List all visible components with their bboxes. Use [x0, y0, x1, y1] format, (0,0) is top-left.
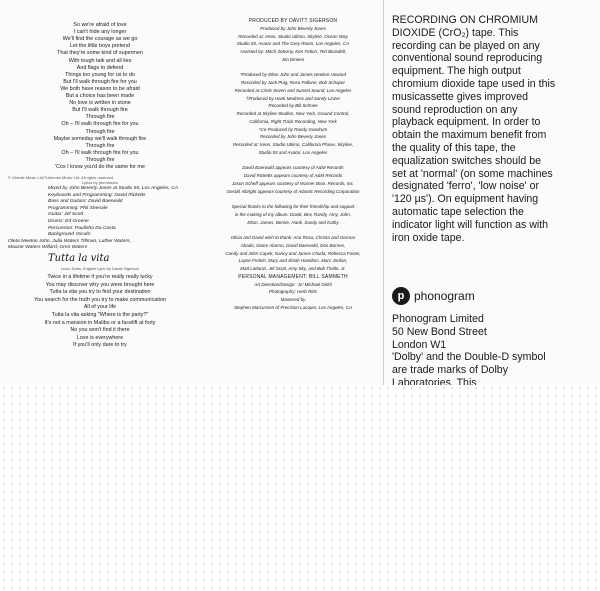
credit-line: Gerald Albright appears courtesy of Atlantic Recording Corporation: [226, 188, 360, 194]
tape-info-line: '120 µs'). On equipment having: [392, 193, 539, 206]
lyric-line: Tutta la vita asking "Where is the party?": [51, 312, 149, 318]
credit-line: Guitar: Jef Scott: [48, 212, 84, 218]
credit-line: Keyboards and Programming: David Ricketts: [48, 192, 146, 198]
credit-line: Recorded by Jack Puig, Rosa Pallone, Bob Schaper: [240, 80, 346, 85]
tape-info-line: designated 'ferro', 'low noise' or: [392, 180, 540, 193]
tape-info-line: iron oxide tape.: [392, 231, 465, 244]
credit-line: Recorded by John Beverly Jones: [259, 134, 327, 140]
lyric-line: Let the little boys pretend: [69, 43, 131, 50]
credit-line: Programming: Phil Shenale: [48, 205, 108, 211]
lyric-line: Twice in a lifetime if you're really really lucky: [47, 274, 153, 280]
credit-line: Abado, Diane Abarno, David Baerwald, Don Barnes,: [240, 242, 346, 248]
lyric-line: It's not a mansion in Malibu or a facelift at forty: [44, 319, 156, 326]
lyric-line: You may discover why you were brought here: [45, 281, 155, 288]
credit-line: Stephen Marcussen of Precision Lacquer, Los Angeles, CA: [234, 304, 352, 310]
credit-line: PRODUCED BY DAVITT SIGERSON: [248, 18, 338, 24]
credit-line: Elton, James, Bernie, Hank, Sandy and Kathy: [247, 219, 339, 225]
lyric-line: No love is written in stone: [69, 100, 131, 107]
credit-line: Drums: Ed Greene: [48, 219, 89, 224]
tape-info-line: RECORDING ON CHROMIUM: [392, 14, 538, 26]
credit-line: Produced by John Beverly Jones: [260, 25, 326, 31]
lyric-line: So we're afraid of love: [73, 22, 127, 28]
credit-line: Assisted by: Mitch Zelezny, Ken Felton, Ted Blaisdell,: [239, 49, 347, 54]
lyric-line: We both have reason to be afraid: [60, 85, 140, 92]
lyric-line: If you'll only dare to try: [73, 342, 127, 349]
address-line: 50 New Bond Street: [392, 326, 487, 338]
credit-line: Maxine Waters Willard, Oren Waters: [8, 245, 88, 251]
credit-line: Oleta Newton John, Julia Waters Tillman, Luther Waters,: [8, 238, 131, 244]
credit-line: Photography: Herb Ritts: [268, 289, 318, 295]
tape-info-line: conventional sound reproducing: [392, 52, 543, 65]
address-line: Phonogram Limited: [392, 313, 484, 325]
lyric-line: And flags to defend: [76, 64, 124, 71]
phonogram-wordmark: phonogram: [414, 289, 475, 303]
credit-line: Jason Scheff appears courtesy of Warner Bros. Records, Inc.: [231, 180, 355, 186]
lyric-line: Tutta la vita you try to find your destination: [49, 289, 151, 296]
tape-info-line: sound reproduction on any: [392, 103, 518, 116]
credit-line: Recorded at: Ireon, Studio Ultimo, California Phase, Skyline,: [232, 142, 354, 147]
credit-line: *Produced by Elton John and James Newton Howard: [239, 72, 347, 78]
dolby-line: are trade marks of Dolby: [392, 364, 508, 376]
credit-line: Recorded by Bill Schnee: [268, 103, 318, 109]
lyric-line: But I'll walk through fire: [72, 107, 128, 114]
lyric-line: That they're some kind of supermen: [57, 50, 143, 57]
credit-line: †Produced by Hank Medress and Sandy Linzer: [245, 95, 341, 101]
tape-info-line: chromium dioxide tape used in this: [392, 78, 556, 90]
tape-info-line: automatic tape selection the: [392, 206, 524, 218]
credit-line: Studio 55, Avatar and The Grey Room, Los Angeles, CA: [236, 41, 350, 47]
credit-line: Percussion: Paulinho Da Costa: [48, 225, 116, 231]
credit-line: Candy and John Capek, Nancy and James Chuda, Rebecca Foster,: [225, 250, 361, 256]
credit-line: Matt Lattanzi, Jef Scott, Amy Sky, and Bob Tirelle, Jr.: [240, 266, 346, 271]
copyright-note: © Gimdie Music Ltd/Tuberose Music Ltd. All rights reserved.: [8, 174, 115, 180]
credit-line: Studio 55 and Avatar, Los Angeles: [258, 149, 328, 155]
lyric-line: Through fire: [85, 142, 115, 149]
lyric-line: No you won't find it there: [70, 327, 130, 334]
credit-line: Recorded at Skyline Studios, New York, Ground Control,: [236, 111, 350, 116]
tape-info-line: DIOXIDE (CrO₂) tape. This: [392, 26, 519, 39]
credit-line: Background Vocals:: [48, 232, 92, 238]
credit-line: Jim Dineen: [281, 56, 305, 62]
lyric-line: Through fire: [85, 156, 115, 163]
credit-line: Mixed by John Beverly Jones at Studio 55, Los Angeles, CA: [48, 186, 179, 191]
lyric-line: Through fire: [85, 128, 115, 135]
lyric-line: With tough talk and all lies: [68, 57, 132, 64]
lyric-line: Through fire: [85, 114, 115, 121]
credit-line: Recorded at Circle Seven and Sunset Sound, Los Angeles: [234, 87, 352, 93]
dolby-line: Laboratories. This: [392, 377, 477, 385]
credit-line: Layne Frelich, Mary and Shiah Hamilton, Marc Jordan,: [238, 258, 348, 264]
address-line: London W1: [392, 339, 447, 351]
tape-info-line: equipment. The high output: [392, 65, 521, 78]
tape-info-line: obtain the maximum benefit from: [392, 129, 547, 142]
tape-info-line: recording can be played on any: [392, 39, 540, 52]
lyric-line: 'Cos I know you'd do the same for me: [55, 164, 145, 170]
copyright-note: Lyrics by permission: [81, 180, 119, 185]
credit-line: *Co-Produced by Randy Goodrum: [258, 126, 328, 132]
lyric-line: Maybe someday we'll walk through fire: [53, 135, 147, 142]
credit-line: Olivia and David wish to thank: Ana Rosa, Christa and Germar: [230, 235, 356, 240]
lyric-line: Love is everywhere: [76, 334, 124, 341]
credit-line: PERSONAL MANAGEMENT: BILL SAMMETH: [238, 273, 348, 280]
tape-info-line: musicassette gives improved: [392, 90, 529, 103]
dolby-line: 'Dolby' and the Double-D symbol: [392, 351, 546, 363]
lyric-line: But I'll walk through fire for you: [63, 78, 137, 85]
credit-line: Special thanks to the following for their friendship and support: [231, 204, 355, 209]
credit-line: Mastered by: [280, 297, 306, 302]
tape-info-line: the quality of this tape, the: [392, 142, 516, 154]
lyric-line: I can't hide any longer: [73, 29, 127, 36]
tape-info-line: playback equipment. In order to: [392, 116, 541, 129]
tape-info-line: set at 'normal' (on some machines: [392, 167, 553, 180]
lyric-line: All of your life: [83, 304, 117, 311]
lyric-line: Oh – I'll walk through fire for you: [61, 121, 139, 128]
tape-info-line: indicator light will function as with: [392, 218, 549, 231]
phonogram-logo-icon: p: [392, 287, 410, 305]
lyric-line: Oh – I'll walk through fire for you: [61, 149, 139, 156]
credit-line: David Ricketts appears courtesy of A&M Records: [243, 173, 343, 178]
credit-line: California, Right Track Recording, New York: [249, 118, 337, 124]
credit-line: Recorded at: Ireon, Studio Ultimo, Skyline, Ocean Way: [238, 33, 348, 39]
credit-line: Art Direction/Design: 'Jo' Michael Diehl: [254, 281, 332, 287]
credit-line: Bass and Guitars: David Baerwald: [48, 199, 123, 205]
lyric-line: We'll find the courage as we go: [62, 36, 138, 43]
credit-line: in the making of my album: Davitt, Bev, Randy, Amy, John,: [234, 211, 352, 217]
lyric-line: But a choice has been made: [65, 93, 135, 99]
lyric-line: You search for the truth you try to make communication: [34, 296, 166, 303]
song-title: Tutta la vita: [48, 253, 110, 264]
song-subtitle: Lucio Dalla, English Lyric by David Sigerson: [60, 266, 140, 271]
lyric-line: Things too young for us to do: [65, 71, 135, 78]
tape-info-line: equalization switches should be: [392, 154, 541, 167]
credit-line: David Baerwald appears courtesy of A&M Records: [242, 165, 344, 171]
